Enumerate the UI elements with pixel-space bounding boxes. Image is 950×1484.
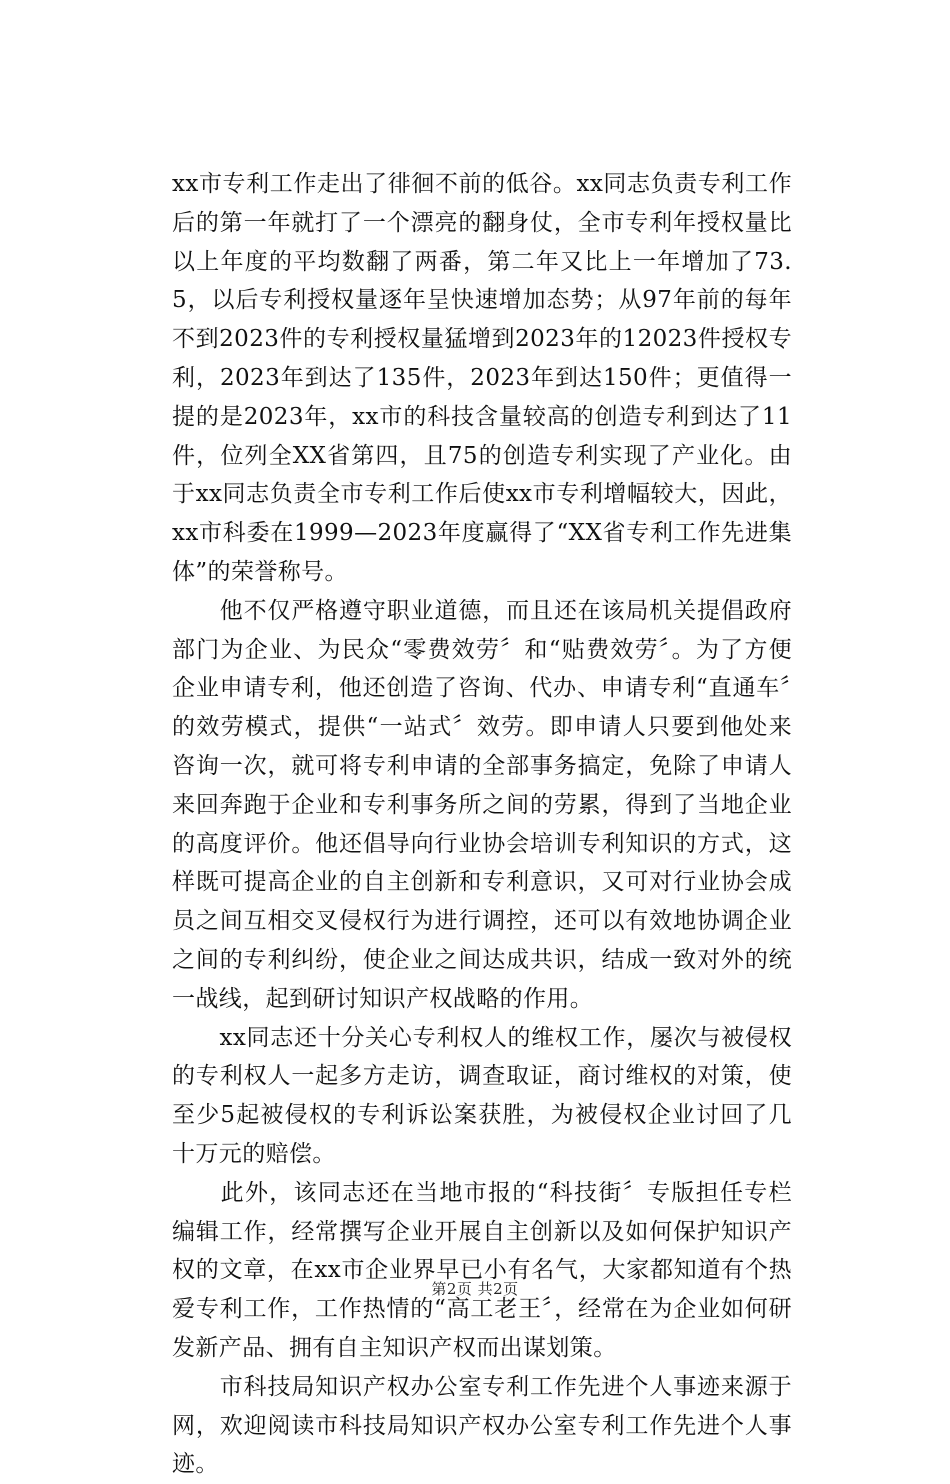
paragraph-1: xx市专利工作走出了徘徊不前的低谷。xx同志负责专利工作后的第一年就打了一个漂亮的翻身仗，全市专利年授权量比以上年度的平均数翻了两番，第二年又比上一年增加了73.5，以后专利授权量逐年呈快速增加态势；从97年前的每年不到2023件的专利授权量猛增到2023年的12023件授权专利，2023年到达了135件，2023年到达150件；更值得一提的是2023年，xx市的科技含量较高的创造专利到达了11件，位列全XX省第四，且75的创造专利实现了产业化。由于xx同志负责全市专利工作后使xx市专利增幅较大，因此，xx市科委在1999—2023年度赢得了“XX省专利工作先进集体”的荣誉称号。 (172, 171, 792, 585)
paragraph-4: 此外，该同志还在当地市报的“科技街〞专版担任专栏编辑工作，经常撰写企业开展自主创新以及如何保护知识产权的文章，在xx市企业界早已小有名气，大家都知道有个热爱专利工作，工作热情的“高工老王〞，经常在为企业如何研发新产品、拥有自主知识产权而出谋划策。 (172, 1179, 792, 1361)
paragraph-3: xx同志还十分关心专利权人的维权工作，屡次与被侵权的专利权人一起多方走访，调查取证，商讨维权的对策，使至少5起被侵权的专利诉讼案获胜，为被侵权企业讨回了几十万元的赔偿。 (172, 1024, 792, 1167)
page-number-footer: 第2页 共2页 (431, 1280, 519, 1298)
paragraph-5: 市科技局知识产权办公室专利工作先进个人事迹来源于网，欢迎阅读市科技局知识产权办公室专利工作先进个人事迹。 (172, 1373, 792, 1478)
paragraph-2: 他不仅严格遵守职业道德，而且还在该局机关提倡政府部门为企业、为民众“零费效劳〞和“贴费效劳〞。为了方便企业申请专利，他还创造了咨询、代办、申请专利“直通车〞的效劳模式，提供“一站式〞效劳。即申请人只要到他处来咨询一次，就可将专利申请的全部事务搞定，免除了申请人来回奔跑于企业和专利事务所之间的劳累，得到了当地企业的高度评价。他还倡导向行业协会培训专利知识的方式，这样既可提高企业的自主创新和专利意识，又可对行业协会成员之间互相交叉侵权行为进行调控，还可以有效地协调企业之间的专利纠纷，使企业之间达成共识，结成一致对外的统一战线，起到研讨知识产权战略的作用。 (172, 597, 792, 1012)
